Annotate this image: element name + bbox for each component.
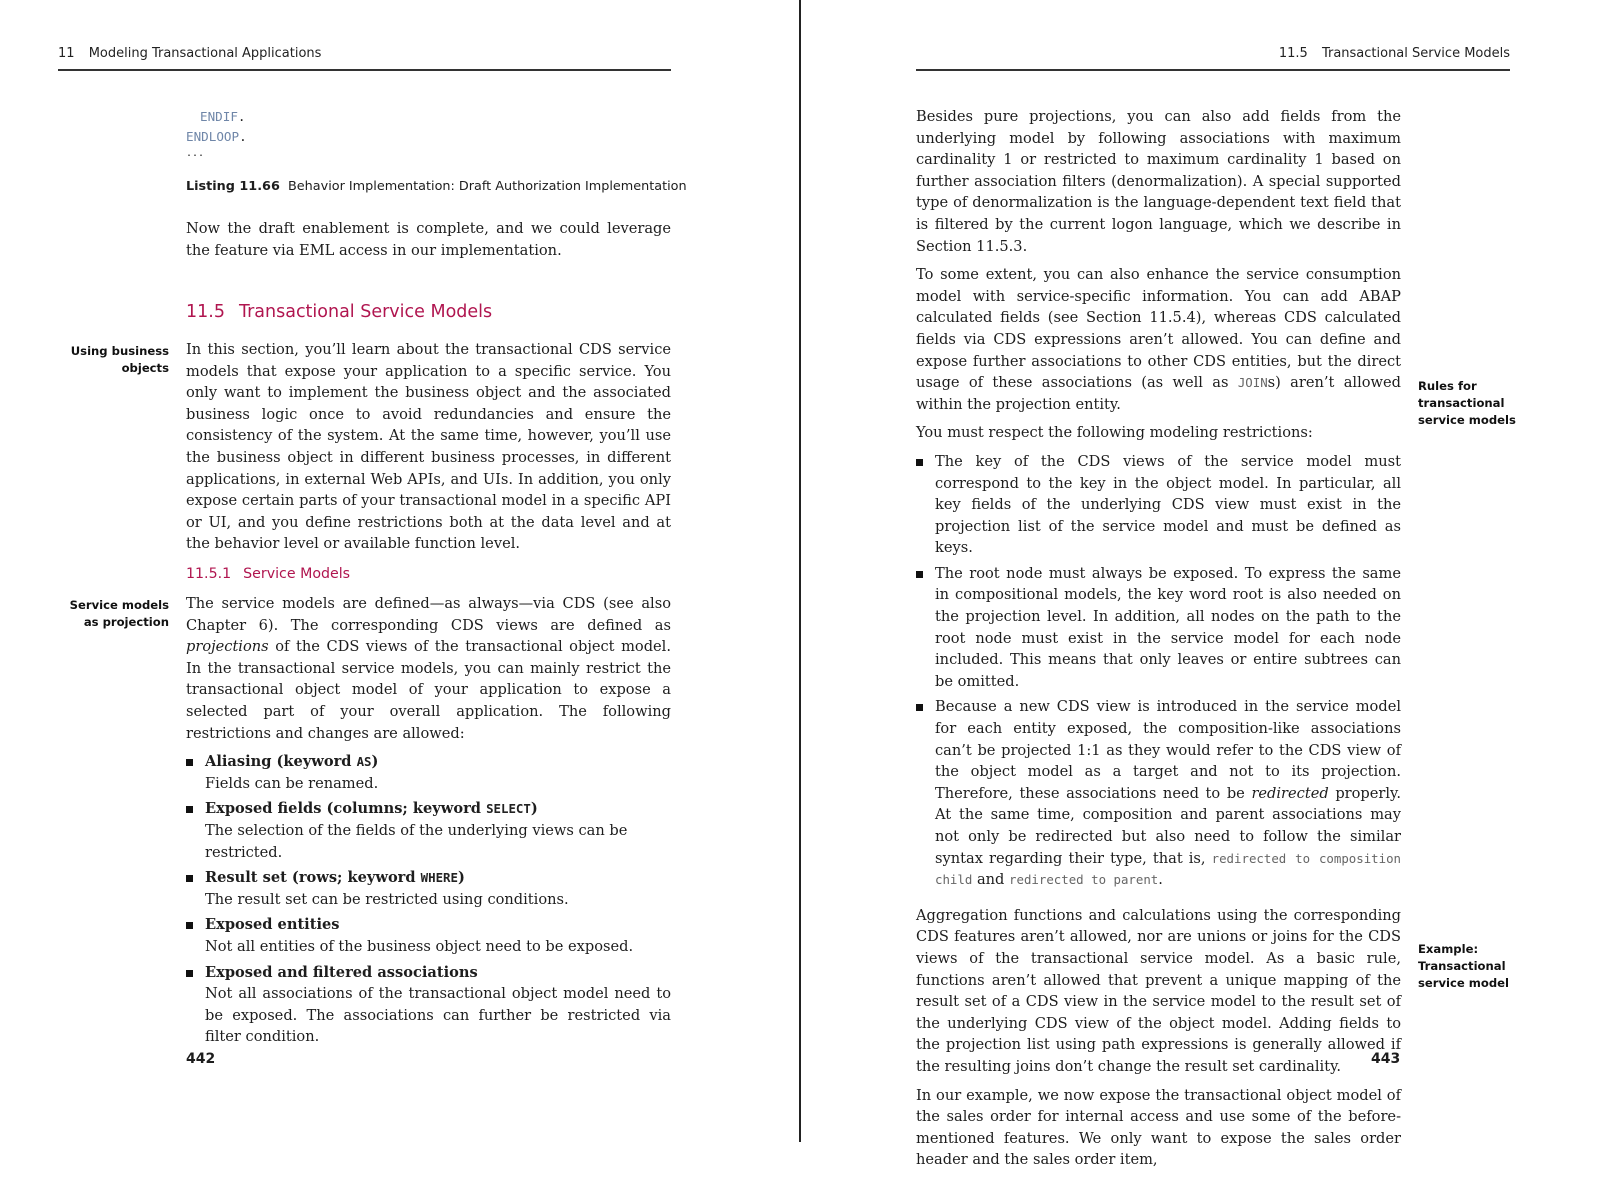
subsection-title: Service Models xyxy=(243,566,351,582)
paragraph-text: In this section, you’ll learn about the transactional CDS service models that expose your application to a specific service. You only want to implement the business object and the associated business logic once to avoid redundancies and ensure the consistency of the system. At the same time, however, you’ll use the business object in different business processes, in different applications, in external Web APIs, and UIs. In addition, you only expose certain parts of your transactional model in a specific API or UI, and you define restrictions both at the data level and at the behavior level or available function level. xyxy=(186,341,671,553)
left-page xyxy=(0,0,800,1142)
bullet xyxy=(916,704,923,711)
inline-code: redirected to composition child xyxy=(935,850,1401,888)
chapter-number: 11 xyxy=(58,46,75,61)
list-desc: Fields can be renamed. xyxy=(205,774,379,792)
listing-label: Listing 11.66 xyxy=(186,179,280,194)
paragraph-text xyxy=(186,593,671,744)
inline-code: AS xyxy=(356,754,372,770)
list-item xyxy=(186,751,671,794)
paragraph-text: Aggregation functions and calculations using the corresponding CDS features aren’t allowed, nor are unions or joins for the CDS views of the transactional service model. As a basic rule, functions aren’t allowed that prevent a unique mapping of the result set of a CDS view in the service model to the result set of the underlying CDS view of the object model. Adding fields to the projection list using path expressions is generally allowed if the resulting joins don’t change the result set cardinality. xyxy=(916,906,1401,1075)
page-number: 442 xyxy=(186,1051,216,1067)
inline-code: redirected to parent xyxy=(1009,872,1159,888)
text-run: of the CDS views of the transactional object model. In the transactional service models, you can mainly restrict the transactional object model of your application to expose a selected part of your overall application. The following restrictions and changes are allowed: xyxy=(186,638,671,742)
paragraph xyxy=(186,218,671,268)
paragraph xyxy=(186,593,671,1052)
list-term-end: ) xyxy=(371,753,379,771)
bullet xyxy=(916,571,923,578)
text-run: . xyxy=(1158,871,1163,889)
section-title: Transactional Service Models xyxy=(238,302,493,322)
list-item xyxy=(186,798,671,863)
section-number: 11.5 xyxy=(186,302,225,322)
list-term: Result set (rows; keyword xyxy=(205,869,421,887)
bullet xyxy=(186,875,193,882)
list-item xyxy=(186,914,671,957)
text-run: s) aren’t allowed within the projection entity. xyxy=(916,374,1401,413)
paragraph-text: You must respect the following modeling restrictions: xyxy=(916,424,1313,442)
code-line: ENDLOOP xyxy=(186,129,240,144)
list-text: The root node must always be exposed. To express the same in compositional models, the key word root is also needed on the projection level. In addition, all nodes on the path to the root node must exist in the service model for each node included. This means that only leaves or entire subtrees can be omitted. xyxy=(935,564,1401,690)
paragraph xyxy=(186,339,671,562)
bullet xyxy=(186,759,193,766)
paragraph-text: Now the draft enablement is complete, and we could leverage the feature via EML access in our implementation. xyxy=(186,220,671,259)
subsection-heading xyxy=(186,566,350,582)
code-snippet: ENDIF. ENDLOOP. ... xyxy=(186,109,247,159)
code-line: ENDIF xyxy=(200,109,238,124)
list-item xyxy=(916,563,1401,693)
margin-note: Using business objects xyxy=(70,344,169,375)
restriction-list xyxy=(186,751,671,1048)
list-term: Exposed fields (columns; keyword xyxy=(205,800,487,818)
running-header xyxy=(58,46,321,61)
code-line: ... xyxy=(186,148,205,159)
margin-note: Service models as projection xyxy=(69,598,169,629)
list-text: The key of the CDS views of the service model must correspond to the key in the object model. In particular, all key fields of the underlying CDS view must exist in the projection list of the service model and must be defined as keys. xyxy=(935,452,1401,557)
list-desc: The result set can be restricted using conditions. xyxy=(205,890,569,908)
main-text xyxy=(916,106,1401,1178)
section-heading xyxy=(186,302,492,322)
inline-code: WHERE xyxy=(420,870,458,886)
page-number: 443 xyxy=(1371,1051,1401,1067)
header-rule xyxy=(916,69,1510,71)
right-page xyxy=(802,0,1600,1169)
list-desc: Not all entities of the business object need to be exposed. xyxy=(205,937,634,955)
inline-code: JOIN xyxy=(1237,375,1268,391)
bullet xyxy=(916,459,923,466)
header-rule xyxy=(58,69,671,71)
subsection-number: 11.5.1 xyxy=(186,566,232,582)
bullet xyxy=(186,806,193,813)
list-term: Exposed and filtered associations xyxy=(205,963,478,981)
list-term-end: ) xyxy=(457,869,465,887)
paragraph-text: Besides pure projections, you can also add fields from the underlying model by following associations with maximum cardinality 1 or restricted to maximum cardinality 1 based on further association filters (denormalization). A special supported type of denormalization is the language-dependent text field that is filtered by the current logon language, which we describe in Section 11.5.3. xyxy=(916,108,1401,255)
bullet xyxy=(186,922,193,929)
section-title: Transactional Service Models xyxy=(1321,46,1510,61)
list-desc: The selection of the fields of the underlying views can be restricted. xyxy=(205,821,628,861)
inline-code: SELECT xyxy=(486,801,531,817)
list-desc: Not all associations of the transactional object model need to be exposed. The associations can further be restricted via filter condition. xyxy=(205,985,671,1046)
list-item xyxy=(186,962,671,1048)
list-term: Aliasing (keyword xyxy=(205,753,357,771)
chapter-title: Modeling Transactional Applications xyxy=(88,46,322,61)
listing-caption xyxy=(186,179,687,194)
text-run: Because a new CDS view is introduced in the service model for each entity exposed, the composition-like associations can’t be projected 1:1 as they would refer to the CDS view of the object model as a target and not to its projection. Therefore, these associations need to be xyxy=(935,698,1401,802)
text-run: properly. At the same time, composition and parent associations may not only be redirected but also need to follow the similar syntax regarding their type, that is, xyxy=(935,784,1401,867)
bullet xyxy=(186,970,193,977)
text-run: and xyxy=(972,871,1010,889)
list-item xyxy=(916,696,1401,890)
paragraph-text xyxy=(916,264,1401,415)
margin-note: Example: Transactional service model xyxy=(1418,942,1509,990)
section-number: 11.5 xyxy=(1278,46,1308,61)
list-item xyxy=(916,451,1401,559)
text-run: The service models are defined—as always—via CDS (see also Chapter 6). The corresponding CDS views are defined as xyxy=(186,595,671,634)
list-term-end: ) xyxy=(530,800,538,818)
paragraph-text: In our example, we now expose the transactional object model of the sales order for internal access and use some of the before-mentioned features. We only want to expose the sales order header and the sales order item, xyxy=(916,1086,1401,1169)
text-run: To some extent, you can also enhance the service consumption model with service-specific information. You can add ABAP calculated fields (see Section 11.5.4), whereas CDS calculated fields via CDS expressions aren’t allowed. You can define and expose further associations to other CDS entities, but the direct usage of these associations (as well as xyxy=(916,266,1401,392)
running-header xyxy=(1279,46,1510,61)
list-term: Exposed entities xyxy=(205,916,340,934)
margin-note: Rules for transactional service models xyxy=(1418,379,1516,427)
emphasis: projections xyxy=(186,638,269,656)
rules-list xyxy=(916,451,1401,891)
list-item xyxy=(186,867,671,910)
emphasis: redirected xyxy=(1251,784,1329,802)
listing-text: Behavior Implementation: Draft Authorization Implementation xyxy=(288,179,687,194)
